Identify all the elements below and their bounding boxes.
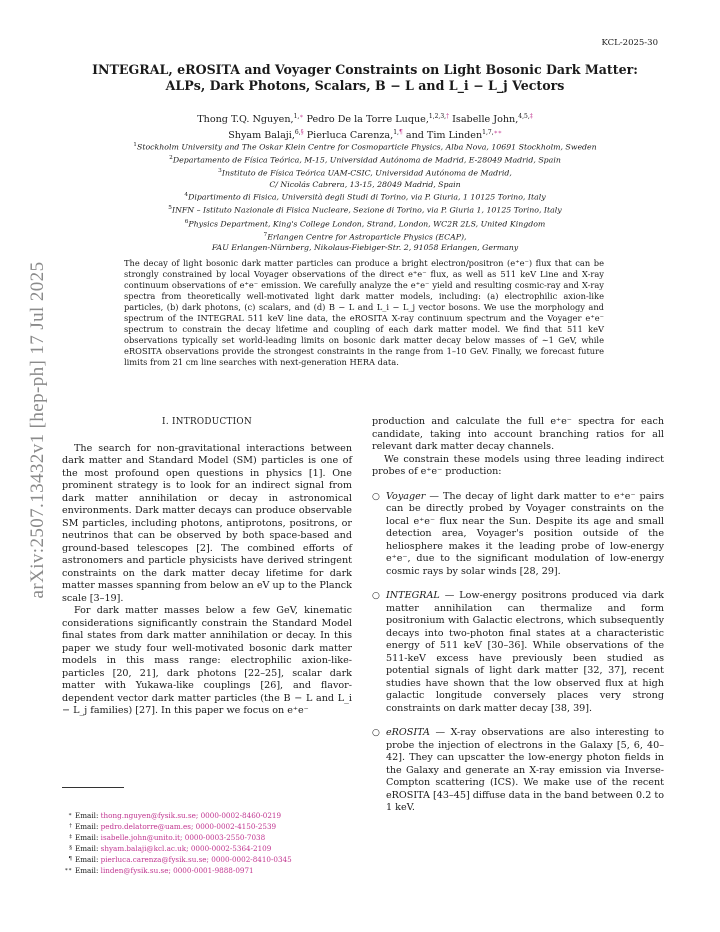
right-column	[372, 416, 664, 815]
author-affiliation-marker: 1,¶	[393, 129, 403, 137]
arxiv-stamp: arXiv:2507.13432v1 [hep-ph] 17 Jul 2025	[27, 261, 48, 599]
footnote-divider	[62, 787, 124, 788]
affiliation-line: $^3$Instituto de Física Teórica UAM-CSIC, Universidad Autónoma de Madrid,	[218, 168, 512, 178]
footnote-row: † Email: pedro.delatorre@uam.es; 0000-0002-4150-2539	[69, 822, 277, 831]
author-affiliation-marker: 1,7,∗∗	[482, 129, 502, 137]
email-link[interactable]: pierluca.carenza@fysik.su.se; 0000-0002-8410-0345	[100, 855, 292, 864]
author-name: Thong T.Q. Nguyen,$^{1,∗}$	[197, 113, 304, 126]
intro-continuation: production and calculate the full e⁺e⁻ spectra for each candidate, taking into account branching ratios for all relevant dark matter decay channels.	[372, 416, 664, 452]
paper-title	[70, 62, 660, 93]
affiliation-list	[70, 140, 660, 254]
email-link[interactable]: shyam.balaji@kcl.ac.uk; 0000-0002-5364-2109	[100, 844, 272, 853]
bullet-circle-icon: ○	[372, 591, 380, 601]
bullet-circle-icon: ○	[372, 491, 380, 502]
affiliation-line: FAU Erlangen-Nürnberg, Nikolaus-Fiebiger-Str. 2, 91058 Erlangen, Germany	[211, 242, 519, 252]
intro-probes-sentence: We constrain these models using three leading indirect probes of e⁺e⁻ production:	[372, 453, 664, 477]
section-heading: I. INTRODUCTION	[162, 417, 252, 427]
left-column	[62, 416, 352, 718]
abstract: The decay of light bosonic dark matter particles can produce a bright electron/positron (e⁺e⁻) flux that can be strongly constrained by local Voyager observations of the direct e⁺e⁻ flux, as well as 511 keV Line and X-ray continuum observations of e⁺e⁻ emission. We carefully analyze the e⁺e⁻ yield and resulting cosmic-ray and X-ray spectra from theoretically well-motivated light dark matter models, including: (a) electrophilic axion-like particles, (b) dark photons, (c) scalars, and (d) B − L and L_i − L_j vector bosons. We use the morphology and spectrum of the INTEGRAL 511 keV line data, the eROSITA X-ray continuum spectrum and the Voyager e⁺e⁻ spectrum to constrain the decay lifetime and coupling of each dark matter model. We find that 511 keV observations typically set world-leading limits on bosonic dark matter decay below masses of ∼1 GeV, while eROSITA observations provide the strongest constraints in the range from 1–10 GeV. Finally, we forecast future limits from 21 cm line searches with next-generation HERA data.	[124, 258, 604, 367]
email-link[interactable]: pedro.delatorre@uam.es; 0000-0002-4150-2539	[100, 822, 277, 831]
probe-item-erosita	[372, 727, 664, 815]
email-link[interactable]: linden@fysik.su.se; 0000-0001-9888-0971	[100, 866, 254, 875]
affiliation-line: $^7$Erlangen Centre for Astroparticle Physics (ECAP),	[263, 231, 467, 242]
author-name: and Tim Linden$^{1,7,∗∗}$	[405, 129, 502, 142]
affiliation-line: $^1$Stockholm University and The Oskar Klein Centre for Cosmoparticle Physics, Alba Nova, 10691 Stockholm, Sweden	[133, 142, 597, 152]
author-list	[70, 110, 660, 142]
probe-text: — Low-energy positrons produced via dark matter annihilation can thermalize and form positronium with Galactic electrons, which subsequently decays into two-photon final states at a characteristic energy of 511 keV [30–36]. While observations of the 511-keV excess have previously been studied as potential signals of light dark matter [32, 37], recent studies have shown that the low observed flux at high galactic longitude conversely places very strong constraints on dark matter decay [38, 39].	[386, 590, 664, 714]
report-number: KCL-2025-30	[601, 38, 658, 48]
affiliation-line: $^4$Dipartimento di Fisica, Università degli Studi di Torino, via P. Giuria, 1 10125 Torino, Italy	[184, 192, 546, 202]
author-affiliation-marker: 1,∗	[293, 113, 304, 120]
probe-text: — X-ray observations are also interesting to probe the injection of electrons in the Galaxy [5, 6, 40–42]. They can upscatter the low-energy photon fields in the Galaxy and generate an X-ray emission via Inverse-Compton scattering (ICS). We make use of the recent eROSITA [43–45] diffuse data in the band between 0.2 to 1 keV.	[386, 727, 664, 813]
probe-item-voyager	[372, 491, 664, 579]
probe-item-integral	[372, 590, 664, 715]
affiliation-line: $^2$Departamento de Física Teórica, M-15, Universidad Autónoma de Madrid, E-28049 Madrid, Spain	[169, 155, 561, 165]
author-affiliation-marker: 4,5,‡	[518, 113, 533, 120]
intro-paragraph-2: For dark matter masses below a few GeV, kinematic considerations significantly constrain the Standard Model final states from dark matter annihilation or decay. In this paper we study four well-motivated bosonic dark matter models in this mass range: electrophilic axion-like-particles [20, 21], dark photons [22–25], scalar dark matter with Yukawa-like couplings [26], and flavor-dependent vector dark matter particles (the B − L and L_i − L_j families) [27]. In this paper we focus on e⁺e⁻	[62, 605, 352, 716]
affiliation-line: C/ Nicolás Cabrera, 13-15, 28049 Madrid, Spain	[269, 179, 461, 189]
footnote-list	[62, 810, 362, 876]
email-link[interactable]: isabelle.john@unito.it; 0000-0003-2550-7038	[100, 833, 266, 842]
author-name: Pierluca Carenza,$^{1,\P}$	[306, 129, 403, 142]
probe-name: eROSITA	[386, 727, 430, 738]
footnote-row: ¶ Email: pierluca.carenza@fysik.su.se; 0000-0002-8410-0345	[68, 855, 292, 864]
footnote-row: ∗∗ Email: linden@fysik.su.se; 0000-0001-9888-0971	[64, 866, 254, 875]
author-name: Shyam Balaji,$^{6,\S}$	[228, 129, 304, 142]
author-name: Pedro De la Torre Luque,$^{1,2,3,\dagger}$	[306, 113, 450, 126]
title-line-2: ALPs, Dark Photons, Scalars, B − L and L_i − L_j Vectors	[165, 77, 565, 93]
author-affiliation-marker: 1,2,3,†	[428, 113, 450, 120]
bullet-circle-icon: ○	[372, 728, 380, 738]
affiliation-line: $^6$Physics Department, King's College London, Strand, London, WC2R 2LS, United Kingdom	[184, 218, 546, 229]
footnote-row: § Email: shyam.balaji@kcl.ac.uk; 0000-0002-5364-2109	[69, 844, 272, 853]
probe-name: INTEGRAL	[386, 590, 440, 601]
author-name: Isabelle John,$^{4,5,\ddagger}$	[452, 113, 533, 126]
probe-text: — The decay of light dark matter to e⁺e⁻ pairs can be directly probed by Voyager constraints on the local e⁺e⁻ flux near the Sun. Despite its age and small detection area, Voyager's position outside of the heliosphere makes it the leading probe of low-energy e⁺e⁻, due to the significant modulation of low-energy cosmic rays by solar winds [28, 29].	[386, 490, 664, 577]
title-line-1: INTEGRAL, eROSITA and Voyager Constraints on Light Bosonic Dark Matter:	[92, 62, 638, 77]
footnote-row: ‡ Email: isabelle.john@unito.it; 0000-0003-2550-7038	[69, 833, 266, 842]
affiliation-line: $^5$INFN – Istituto Nazionale di Fisica Nucleare, Sezione di Torino, via P. Giuria 1, 10125 Torino, Italy	[168, 205, 562, 215]
author-affiliation-marker: 6,§	[294, 129, 304, 137]
intro-paragraph-1: The search for non-gravitational interactions between dark matter and Standard Model (SM) particles is one of the most profound open questions in physics [1]. One prominent strategy is to look for an indirect signal from dark matter annihilation or decay in astronomical environments. Dark matter decays can produce observable SM particles, including photons, antiprotons, positrons, or neutrinos that can be observed by both space-based and ground-based telescopes [2]. The combined efforts of astronomers and particle physicists have derived stringent constraints on the dark matter decay lifetime for dark matter masses spanning from below an eV up to the Planck scale [3–19].	[62, 442, 352, 604]
email-link[interactable]: thong.nguyen@fysik.su.se; 0000-0002-8460-0219	[100, 811, 282, 820]
footnote-row: ∗ Email: thong.nguyen@fysik.su.se; 0000-0002-8460-0219	[68, 811, 282, 820]
probe-name: Voyager	[386, 490, 426, 502]
